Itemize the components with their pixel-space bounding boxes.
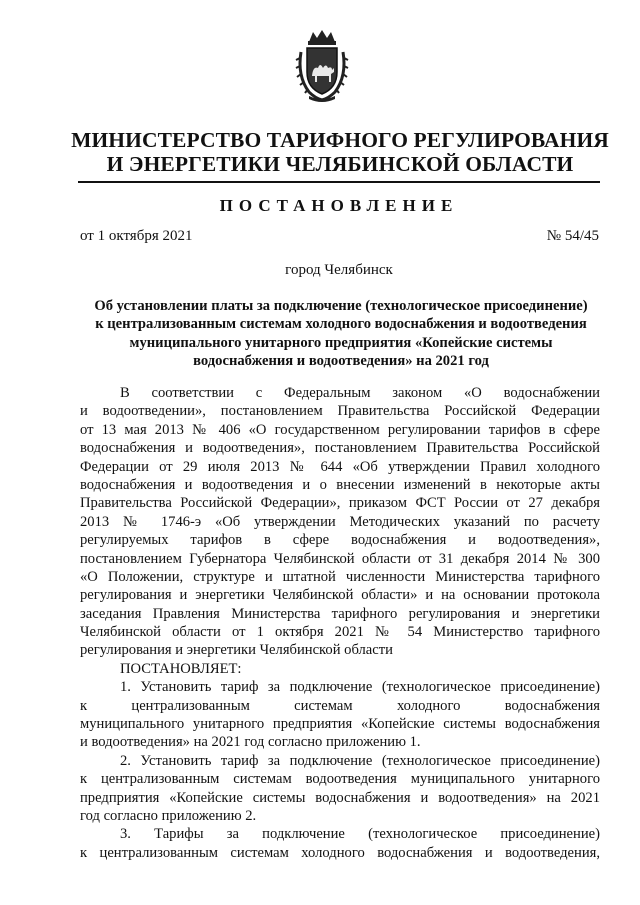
title-line: муниципального унитарного предприятия «Копейские системы bbox=[129, 334, 553, 351]
item3-line: 3. Тарифы за подключение (технологическое присоединение) bbox=[120, 826, 600, 843]
preamble-line: от 13 мая 2013 № 406 «О государственном регулировании тарифов в сфере bbox=[80, 421, 600, 438]
preamble-line: водоснабжения и водоотведения и о внесении изменений в некоторые акты bbox=[80, 476, 600, 493]
preamble-line: «О Положении, структуре и штатной численности Министерства тарифного bbox=[80, 568, 600, 585]
item2-line: год согласно приложению 2. bbox=[80, 807, 257, 824]
item1-line: муниципального унитарного предприятия «Копейские системы водоснабжения bbox=[80, 716, 600, 733]
item3-line: к централизованным системам холодного водоснабжения и водоотведения, bbox=[80, 844, 600, 861]
preamble-line: Федерации от 29 июля 2013 № 644 «Об утверждении Правил холодного bbox=[80, 458, 600, 475]
preamble-line: регулирования и энергетики Челябинской области» и на основании протокола bbox=[80, 587, 600, 604]
title-line: к централизованным системам холодного водоснабжения и водоотведения bbox=[95, 316, 587, 333]
document-body bbox=[80, 384, 600, 862]
document-city: город Челябинск bbox=[285, 262, 393, 278]
preamble-line: регулирования и энергетики Челябинской области bbox=[80, 642, 393, 659]
item1-line: и водоотведения» на 2021 год согласно приложению 1. bbox=[80, 734, 421, 751]
item2-line: предприятия «Копейские системы водоснабжения и водоотведения» на 2021 bbox=[80, 789, 600, 806]
document-title bbox=[82, 297, 600, 371]
ministry-name-line2: И ЭНЕРГЕТИКИ ЧЕЛЯБИНСКОЙ ОБЛАСТИ bbox=[106, 152, 574, 176]
preamble-line: В соответствии с Федеральным законом «О водоснабжении bbox=[120, 385, 600, 401]
item2-line: к централизованным системам водоотведения муниципального унитарного bbox=[80, 771, 600, 788]
ministry-name-line1: МИНИСТЕРСТВО ТАРИФНОГО РЕГУЛИРОВАНИЯ bbox=[71, 128, 609, 152]
header-divider bbox=[78, 181, 600, 183]
preamble-line: Челябинской области от 1 октября 2021 № 54 Министерство тарифного bbox=[80, 624, 600, 641]
preamble-line: и водоотведении», постановлением Правительства Российской Федерации bbox=[80, 403, 600, 420]
preamble-line: водоснабжения и водоотведения», постановлением Правительства Российской bbox=[80, 440, 600, 457]
item1-line: к централизованным системам холодного водоснабжения bbox=[80, 697, 600, 714]
preamble-line: регулируемых тарифов в сфере водоснабжения и водоотведения», bbox=[80, 532, 600, 549]
preamble-line: Правительства Российской Федерации», приказом ФСТ России от 27 декабря bbox=[80, 495, 600, 512]
resolves-heading: ПОСТАНОВЛЯЕТ: bbox=[120, 660, 242, 677]
document-date: от 1 октября 2021 bbox=[80, 228, 193, 244]
item2-line: 2. Установить тариф за подключение (технологическое присоединение) bbox=[120, 752, 600, 769]
title-line: водоснабжения и водоотведения» на 2021 год bbox=[193, 353, 489, 370]
document-type: ПОСТАНОВЛЕНИЕ bbox=[219, 196, 459, 215]
preamble-line: заседания Правления Министерства тарифного регулирования и энергетики bbox=[80, 605, 600, 622]
title-line: Об установлении платы за подключение (технологическое присоединение) bbox=[94, 298, 588, 314]
coat-of-arms-icon bbox=[295, 28, 349, 104]
preamble-line: 2013 № 1746-э «Об утверждении Методических указаний по расчету bbox=[80, 513, 600, 530]
document-number: № 54/45 bbox=[546, 228, 599, 244]
item1-line: 1. Установить тариф за подключение (технологическое присоединение) bbox=[120, 679, 600, 696]
preamble-line: постановлением Губернатора Челябинской области от 31 декабря 2014 № 300 bbox=[80, 550, 600, 567]
